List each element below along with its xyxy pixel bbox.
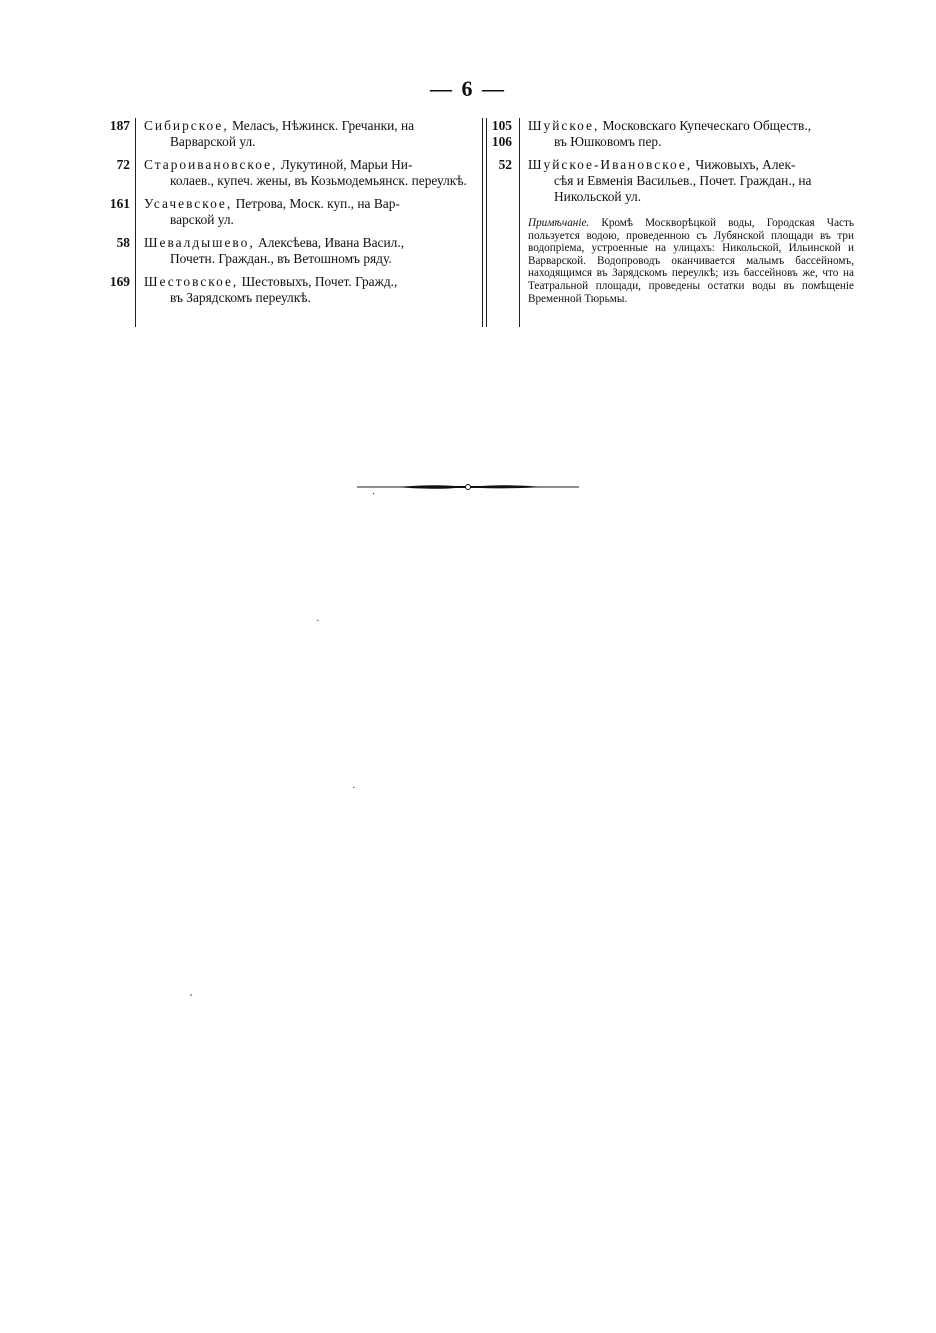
entry-continuation: въ Юшковомъ пер. bbox=[554, 134, 662, 149]
left-column bbox=[100, 118, 468, 313]
entry-number: 169 bbox=[109, 274, 130, 289]
right-column bbox=[482, 118, 854, 305]
entry-text: Московскаго Купеческаго Обществ., bbox=[602, 118, 812, 133]
entry-name: Шуйское, bbox=[528, 118, 600, 133]
entry-number: 105 bbox=[491, 118, 512, 133]
page-number: — 6 — bbox=[430, 76, 506, 101]
entry-continuation: Почетн. Граждан., въ Ветошномъ ряду. bbox=[170, 251, 392, 266]
entry-continuation: Варварской ул. bbox=[170, 134, 256, 149]
ornament-divider bbox=[355, 479, 581, 495]
list-item bbox=[482, 157, 854, 205]
list-item bbox=[482, 118, 854, 150]
entry-text: Алексѣева, Ивана Васил., bbox=[258, 235, 405, 250]
entry-number: 52 bbox=[498, 157, 512, 172]
entry-name: Усачевское, bbox=[144, 196, 233, 211]
list-item bbox=[100, 157, 468, 189]
speck-mark: ' bbox=[190, 992, 192, 1004]
list-item bbox=[100, 235, 468, 267]
speck-mark: · bbox=[352, 782, 356, 794]
footnote-text: Кромѣ Москворѣцкой воды, Городская Часть пользуется водою, проведенною съ Лубянской площади въ три водопріемa, устроенные на улицахъ: Никольской, Ильинской и Варварской. Водопроводъ оканчивается малымъ бассейномъ, находящимся въ Зарядскомъ переулкѣ; изъ бассейновъ же, что на Театральной площади, проведены остатки воды въ помѣщеніе Временной Тюрьмы. bbox=[528, 217, 854, 305]
footnote bbox=[528, 217, 854, 305]
entry-continuation: сѣя и Евменія Васильев., Почет. Граждан., на Никольской ул. bbox=[554, 173, 812, 204]
footnote-label: Примѣчаніе. bbox=[528, 217, 590, 229]
entry-number: 187 bbox=[109, 118, 130, 133]
entry-text: Меласъ, Нѣжинск. Гречанки, на bbox=[232, 118, 415, 133]
entry-number: 161 bbox=[109, 196, 130, 211]
list-item bbox=[100, 196, 468, 228]
entry-number: 106 bbox=[491, 134, 512, 149]
entry-name: Староивановское, bbox=[144, 157, 278, 172]
list-item bbox=[100, 274, 468, 306]
entry-continuation: колаев., купеч. жены, въ Козьмодемьянск. переулкѣ. bbox=[170, 173, 467, 188]
entry-name: Шевалдышево, bbox=[144, 235, 255, 250]
speck-mark: · bbox=[316, 615, 320, 627]
list-item bbox=[100, 118, 468, 150]
entry-continuation: варской ул. bbox=[170, 212, 234, 227]
entry-number: 58 bbox=[116, 235, 130, 250]
entry-text: Чижовыхъ, Алек- bbox=[695, 157, 796, 172]
entry-text: Петрова, Моск. куп., на Вар- bbox=[235, 196, 400, 211]
entry-text: Шестовыхъ, Почет. Гражд., bbox=[241, 274, 398, 289]
entry-number: 72 bbox=[116, 157, 130, 172]
entry-name: Шестовское, bbox=[144, 274, 239, 289]
entry-text: Лукутиной, Марьи Ни- bbox=[280, 157, 413, 172]
entry-name: Шуйское-Ивановское, bbox=[528, 157, 693, 172]
entry-name: Сибирское, bbox=[144, 118, 229, 133]
entry-continuation: въ Зарядскомъ переулкѣ. bbox=[170, 290, 311, 305]
